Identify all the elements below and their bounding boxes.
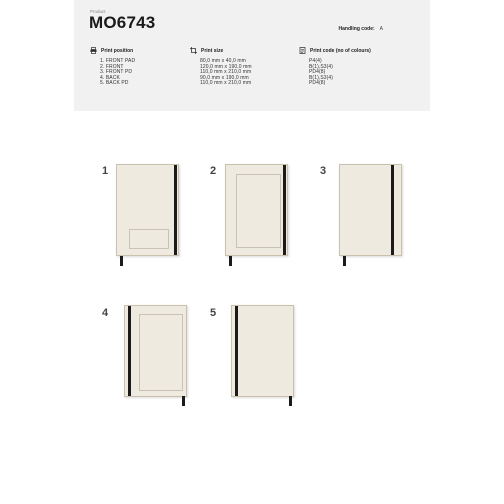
code-row: B(1),S3(4) [309,74,334,81]
size-row: 110,0 mm x 210,0 mm [200,80,252,86]
handling-code [339,26,383,32]
notebook-view-front [225,164,288,256]
position-row: 4. BACK [100,74,120,81]
product-label: Product [90,9,106,14]
print-code-title: Print code (no of colours) [310,47,371,54]
size-row: 120,0 mm x 190,0 mm [200,63,252,70]
bookmark-ribbon [343,256,346,266]
position-row: 3. FRONT PD [100,69,133,75]
view-number-3: 3 [320,165,327,177]
notebook-view-back-pd [231,305,294,397]
elastic-band [391,165,394,255]
print-code-header [299,47,371,54]
product-code: MO6743 [89,13,156,32]
crop-icon [190,47,197,54]
print-position-title: Print position [101,47,134,54]
print-position-column [90,47,135,87]
code-row: PD4(8) [309,80,326,86]
print-position-header [90,47,135,54]
notebook-view-front-pad [116,164,179,256]
notebook-view-back [124,305,187,397]
code-row: P4(4) [309,58,322,64]
elastic-band [174,165,177,255]
view-number-1: 1 [102,165,109,177]
print-area [139,314,183,391]
handling-value: A [379,26,383,32]
document-icon [299,47,306,54]
view-number-2: 2 [210,165,217,177]
position-row: 2. FRONT [100,63,124,70]
code-row: PD4(8) [309,69,326,75]
bookmark-ribbon [229,256,232,266]
bookmark-ribbon [182,396,185,406]
print-area [236,174,281,248]
header-panel [74,0,430,111]
print-size-header [190,47,252,54]
elastic-band [235,306,238,396]
notebook-view-front-pd [339,164,402,256]
print-size-column [190,47,252,87]
size-row: 80,0 mm x 40,0 mm [200,58,246,64]
view-number-4: 4 [102,307,109,319]
size-row: 90,0 mm x 190,0 mm [200,74,249,81]
printer-icon [90,47,97,54]
handling-label: Handling code: [338,26,375,32]
code-row: B(1),S3(4) [309,63,334,70]
view-number-5: 5 [210,307,217,319]
bookmark-ribbon [120,256,123,266]
position-row: 5. BACK PD [100,80,129,86]
size-row: 110,0 mm x 210,0 mm [200,69,252,75]
elastic-band [128,306,131,396]
bookmark-ribbon [289,396,292,406]
print-size-title: Print size [201,47,224,54]
position-row: 1. FRONT PAD [100,58,136,64]
print-code-column [299,47,371,87]
elastic-band [283,165,286,255]
print-area [129,229,169,249]
